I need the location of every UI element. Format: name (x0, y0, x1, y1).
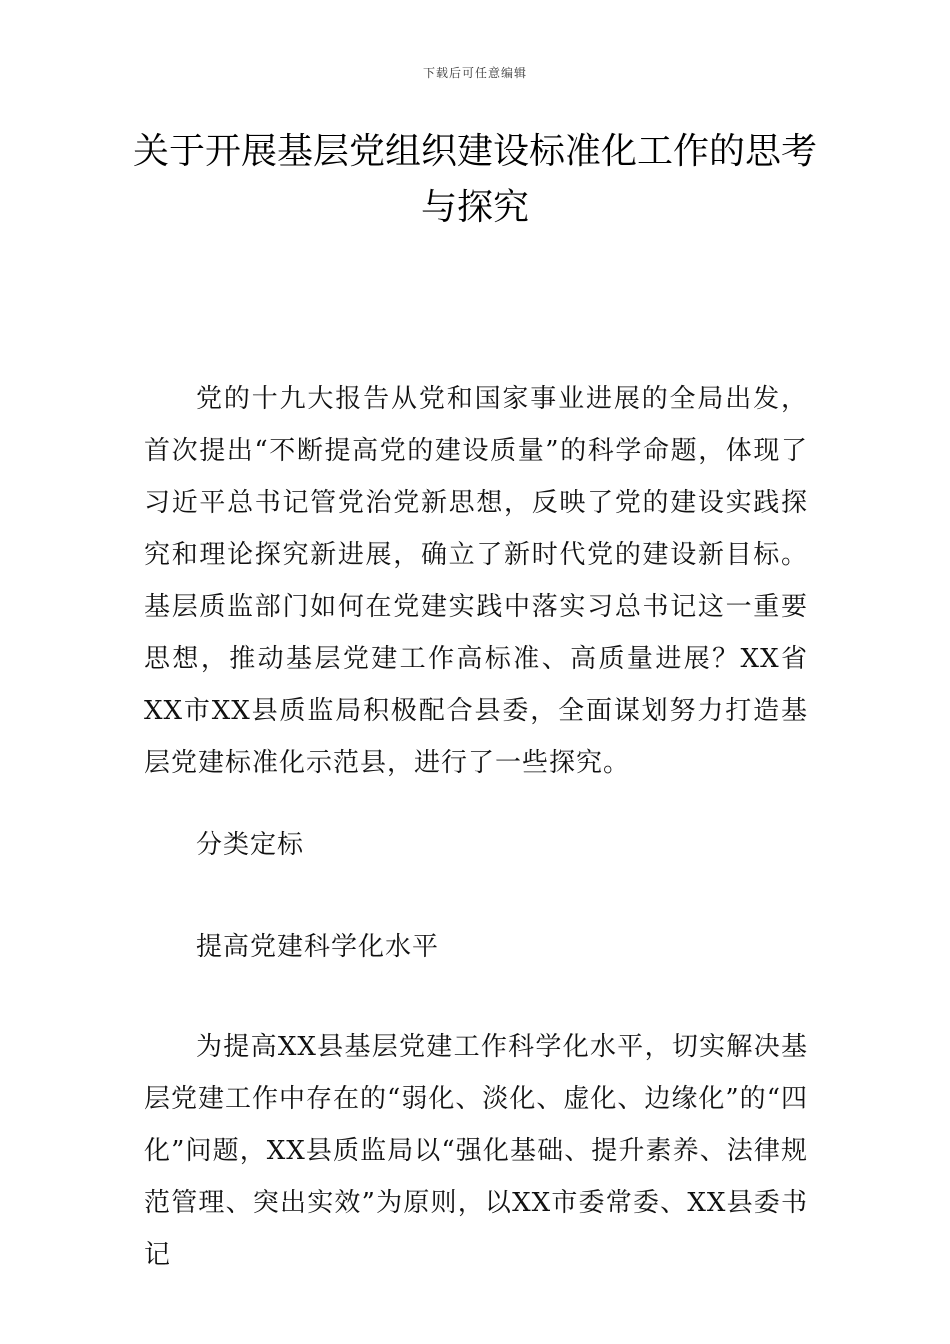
intro-paragraph: 党的十九大报告从党和国家事业进展的全局出发，首次提出“不断提高党的建设质量”的科学命题，体现了习近平总书记管党治党新思想，反映了党的建设实践探究和理论探究新进展，确立了新时代党的建设新目标。基层质监部门如何在党建实践中落实习总书记这一重要思想，推动基层党建工作高标准、高质量进展？XX省XX市XX县质监局积极配合县委，全面谋划努力打造基层党建标准化示范县，进行了一些探究。 (144, 384, 808, 778)
document-title: 关于开展基层党组织建设标准化工作的思考与探究 (132, 131, 817, 228)
section-paragraph: 为提高XX县基层党建工作科学化水平，切实解决基层党建工作中存在的“弱化、淡化、虚化、边缘化”的“四化”问题，XX县质监局以“强化基础、提升素养、法律规范管理、突出实效”为原则，以XX市委常委、XX县委书记 (144, 1032, 808, 1270)
header-note: 下载后可任意编辑 (422, 66, 527, 80)
section-heading-scientific-level: 提高党建科学化水平 (196, 932, 440, 962)
section-heading-classification: 分类定标 (196, 830, 305, 860)
